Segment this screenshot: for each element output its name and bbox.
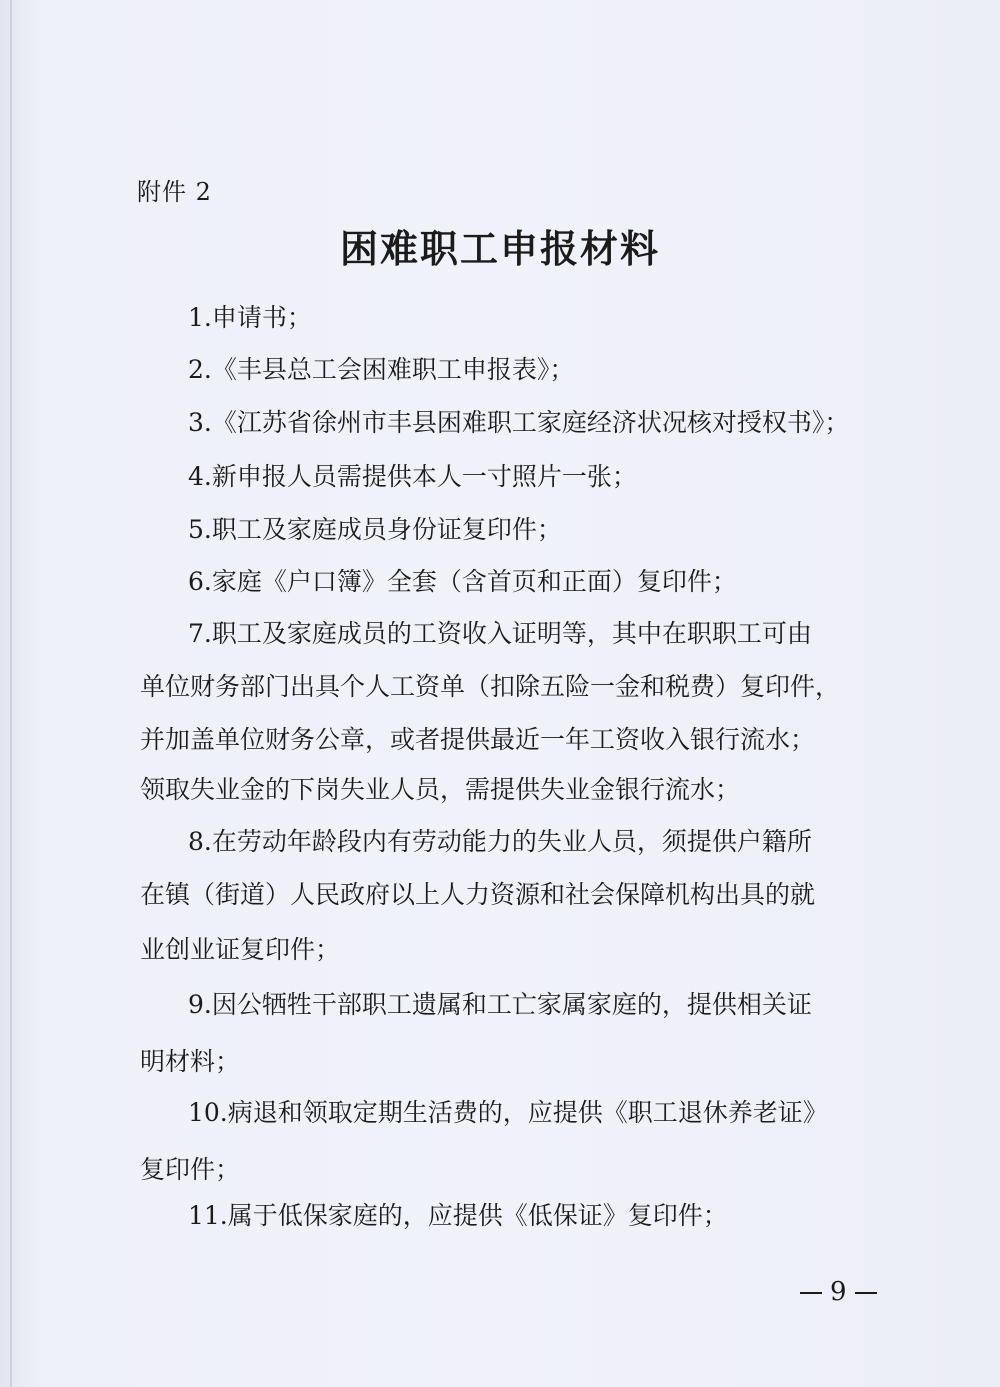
item-line: 2.《丰县总工会困难职工申报表》； (188, 355, 575, 384)
item-line: 5.职工及家庭成员身份证复印件； (188, 515, 562, 544)
item-line: 1.申请书； (188, 303, 312, 332)
page-number-dash (800, 1292, 822, 1294)
item-line: 11.属于低保家庭的，应提供《低保证》复印件； (188, 1201, 728, 1230)
document-title: 困难职工申报材料 (339, 226, 660, 271)
item-line: 并加盖单位财务公章，或者提供最近一年工资收入银行流水； (140, 725, 816, 754)
item-line: 7.职工及家庭成员的工资收入证明等，其中在职职工可由 (188, 619, 812, 648)
page-number-dash (855, 1292, 877, 1294)
item-line: 领取失业金的下岗失业人员，需提供失业金银行流水； (140, 775, 741, 804)
item-line: 在镇（街道）人民政府以上人力资源和社会保障机构出具的就 (140, 880, 816, 909)
page-number-footer (792, 1277, 885, 1307)
item-line: 明材料； (140, 1047, 241, 1076)
item-line: 8.在劳动年龄段内有劳动能力的失业人员，须提供户籍所 (188, 827, 812, 856)
item-line: 9.因公牺牲干部职工遗属和工亡家属家庭的，提供相关证 (188, 990, 812, 1019)
attachment-label: 附件 2 (137, 178, 212, 206)
page-edge-shadow (10, 0, 12, 1387)
item-line: 3.《江苏省徐州市丰县困难职工家庭经济状况核对授权书》； (188, 408, 850, 437)
item-line: 业创业证复印件； (140, 935, 341, 964)
item-line: 6.家庭《户口簿》全套（含首页和正面）复印件； (188, 567, 737, 596)
item-line: 4.新申报人员需提供本人一寸照片一张； (188, 462, 637, 491)
item-line: 复印件； (140, 1155, 241, 1184)
item-line: 单位财务部门出具个人工资单（扣除五险一金和税费）复印件， (140, 672, 841, 701)
item-line: 10.病退和领取定期生活费的，应提供《职工退休养老证》 (188, 1098, 828, 1127)
page-number: 9 (830, 1277, 847, 1307)
